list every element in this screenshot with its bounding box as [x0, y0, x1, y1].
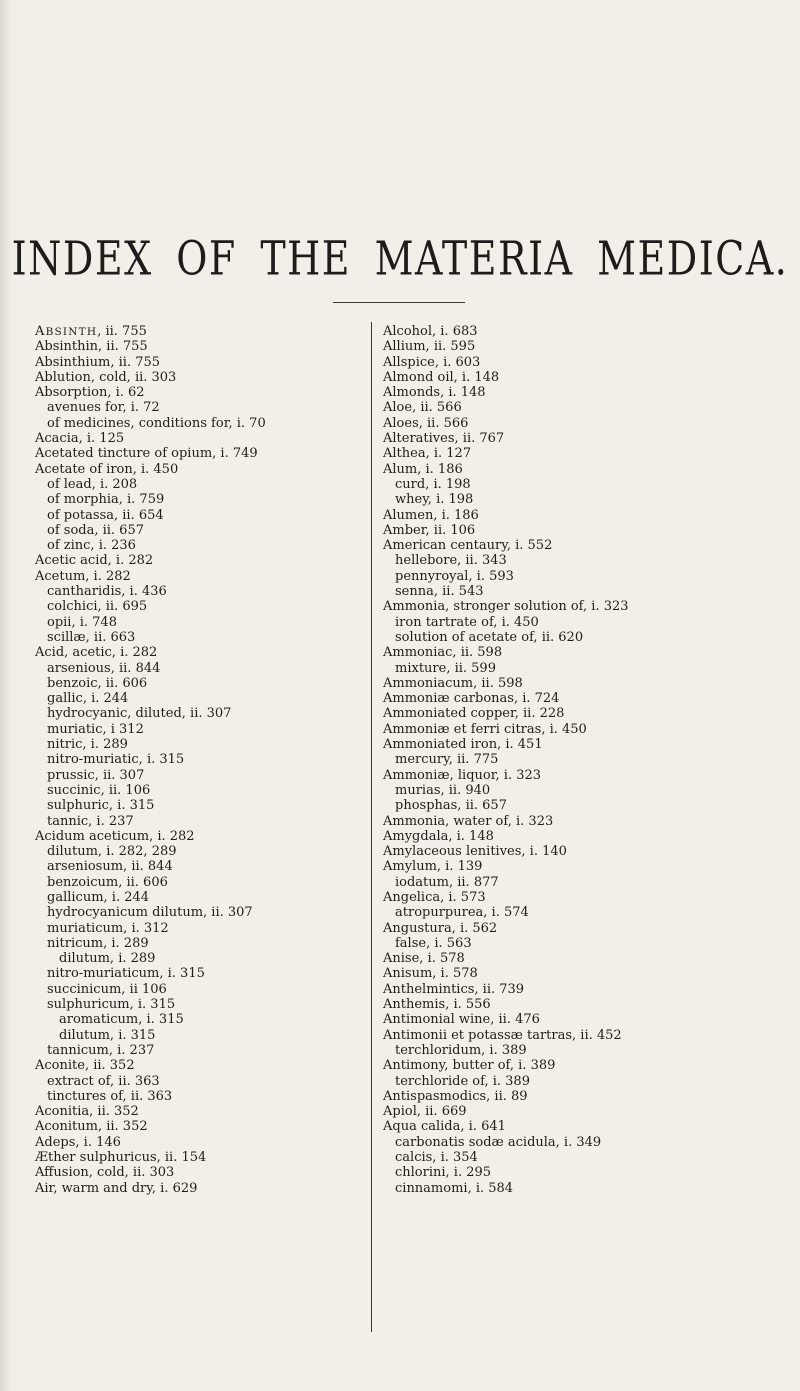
index-entry: Anisum, i. 578 — [383, 966, 478, 982]
index-entry: muriatic, i 312 — [47, 721, 144, 737]
index-entry: nitric, i. 289 — [47, 737, 128, 753]
index-entry: Absinthin, ii. 755 — [35, 339, 148, 355]
index-entry: Althea, i. 127 — [383, 446, 472, 462]
title-rule — [333, 302, 465, 303]
index-title: INDEX OF THE MATERIA MEDICA. — [11, 232, 789, 287]
index-entry: Angustura, i. 562 — [383, 920, 498, 936]
index-entry: Ammoniac, ii. 598 — [383, 645, 503, 661]
index-entry: Acacia, i. 125 — [35, 431, 125, 447]
index-entry: succinic, ii. 106 — [47, 782, 151, 798]
right-index-column — [383, 324, 778, 1196]
index-entry: hydrocyanicum dilutum, ii. 307 — [47, 905, 253, 921]
index-entry: iodatum, ii. 877 — [395, 874, 499, 890]
index-entry: dilutum, i. 289 — [59, 951, 156, 967]
index-entry: whey, i. 198 — [395, 492, 474, 508]
index-entry: Acid, acetic, i. 282 — [35, 645, 158, 661]
index-entry: tannicum, i. 237 — [47, 1042, 155, 1058]
index-entry: cinnamomi, i. 584 — [395, 1180, 514, 1196]
index-entry: Ammoniæ carbonas, i. 724 — [383, 691, 560, 707]
index-entry: hellebore, ii. 343 — [395, 553, 507, 569]
index-entry: arseniosum, ii. 844 — [47, 859, 173, 875]
index-entry: Angelica, i. 573 — [383, 889, 486, 905]
index-entry: murias, ii. 940 — [395, 782, 491, 798]
index-entry: benzoic, ii. 606 — [47, 675, 148, 691]
index-entry: phosphas, ii. 657 — [395, 798, 507, 814]
index-entry: Acetated tincture of opium, i. 749 — [35, 446, 258, 462]
index-entry: Amylum, i. 139 — [383, 859, 483, 875]
index-entry: iron tartrate of, i. 450 — [395, 614, 539, 630]
index-entry: Ammoniated iron, i. 451 — [383, 737, 543, 753]
index-entry: of zinc, i. 236 — [47, 538, 136, 554]
index-entry: Aloe, ii. 566 — [383, 400, 462, 416]
index-entry: extract of, ii. 363 — [47, 1073, 160, 1089]
index-entry: Ammoniæ et ferri citras, i. 450 — [383, 721, 587, 737]
index-entry: Acetate of iron, i. 450 — [35, 461, 179, 477]
index-entry: Amylaceous lenitives, i. 140 — [383, 844, 567, 860]
index-entry: prussic, ii. 307 — [47, 767, 145, 783]
index-entry: of morphia, i. 759 — [47, 492, 165, 508]
index-entry: Antimonial wine, ii. 476 — [383, 1012, 540, 1028]
index-entry: nitricum, i. 289 — [47, 935, 149, 951]
index-entry: solution of acetate of, ii. 620 — [395, 629, 584, 645]
index-entry: hydrocyanic, diluted, ii. 307 — [47, 706, 232, 722]
index-entry: tinctures of, ii. 363 — [47, 1088, 173, 1104]
index-entry: Adeps, i. 146 — [35, 1134, 121, 1150]
index-entry: Antispasmodics, ii. 89 — [383, 1088, 528, 1104]
index-entry: pennyroyal, i. 593 — [395, 568, 514, 584]
index-entry: Amygdala, i. 148 — [383, 828, 494, 844]
index-entry: Ammonia, water of, i. 323 — [383, 813, 554, 829]
index-entry: sulphuricum, i. 315 — [47, 997, 176, 1013]
index-entry: cantharidis, i. 436 — [47, 584, 167, 600]
index-entry: Æther sulphuricus, ii. 154 — [35, 1150, 207, 1166]
index-entry: ABSINTH, ii. 755 — [35, 324, 147, 339]
index-entry: Aloes, ii. 566 — [383, 415, 469, 431]
index-entry: Affusion, cold, ii. 303 — [35, 1165, 175, 1181]
index-entry: gallicum, i. 244 — [47, 889, 150, 905]
page-edge-shadow — [0, 0, 14, 1391]
index-entry: false, i. 563 — [395, 935, 472, 951]
index-entry: Aconitum, ii. 352 — [35, 1119, 148, 1135]
index-entry: Aconitia, ii. 352 — [35, 1104, 139, 1120]
index-entry: tannic, i. 237 — [47, 813, 134, 829]
index-entry: Air, warm and dry, i. 629 — [35, 1180, 198, 1196]
index-entry: of potassa, ii. 654 — [47, 507, 164, 523]
index-entry: Anise, i. 578 — [383, 951, 465, 967]
index-entry: Aconite, ii. 352 — [35, 1058, 135, 1074]
index-entry: Aqua calida, i. 641 — [383, 1119, 506, 1135]
index-entry: curd, i. 198 — [395, 476, 471, 492]
index-entry: Antimony, butter of, i. 389 — [383, 1058, 556, 1074]
index-entry: Ammoniacum, ii. 598 — [383, 675, 523, 691]
index-entry: terchloridum, i. 389 — [395, 1042, 527, 1058]
index-entry: sulphuric, i. 315 — [47, 798, 155, 814]
index-entry: dilutum, i. 315 — [59, 1027, 156, 1043]
index-entry: scillæ, ii. 663 — [47, 629, 136, 645]
index-entry: senna, ii. 543 — [395, 584, 484, 600]
index-entry: chlorini, i. 295 — [395, 1165, 492, 1181]
index-entry: avenues for, i. 72 — [47, 400, 160, 416]
index-entry: muriaticum, i. 312 — [47, 920, 169, 936]
index-entry: carbonatis sodæ acidula, i. 349 — [395, 1134, 602, 1150]
index-entry: Almond oil, i. 148 — [383, 369, 500, 385]
index-entry: Absinthium, ii. 755 — [35, 354, 161, 370]
index-entry: of medicines, conditions for, i. 70 — [47, 415, 266, 431]
index-entry: Apiol, ii. 669 — [383, 1104, 467, 1120]
index-entry: mixture, ii. 599 — [395, 660, 496, 676]
index-entry: of lead, i. 208 — [47, 476, 138, 492]
index-entry: benzoicum, ii. 606 — [47, 874, 168, 890]
index-entry: Alteratives, ii. 767 — [383, 431, 505, 447]
index-entry: terchloride of, i. 389 — [395, 1073, 530, 1089]
index-entry: Amber, ii. 106 — [383, 522, 476, 538]
headword-smallcaps: ABSINTH — [35, 324, 98, 339]
index-entry: Ammoniated copper, ii. 228 — [383, 706, 565, 722]
index-entry: mercury, ii. 775 — [395, 752, 499, 768]
index-entry: opii, i. 748 — [47, 614, 117, 630]
index-entry: arsenious, ii. 844 — [47, 660, 161, 676]
index-entry: calcis, i. 354 — [395, 1150, 478, 1166]
index-entry: Alum, i. 186 — [383, 461, 463, 477]
left-index-column — [35, 324, 335, 1196]
index-entry: dilutum, i. 282, 289 — [47, 844, 177, 860]
index-entry: Ablution, cold, ii. 303 — [35, 369, 177, 385]
index-entry: nitro-muriaticum, i. 315 — [47, 966, 205, 982]
index-entry: aromaticum, i. 315 — [59, 1012, 184, 1028]
column-divider — [371, 322, 372, 1332]
index-entry: atropurpurea, i. 574 — [395, 905, 529, 921]
index-entry: nitro-muriatic, i. 315 — [47, 752, 185, 768]
index-entry: Absorption, i. 62 — [35, 385, 145, 401]
index-entry: Antimonii et potassæ tartras, ii. 452 — [383, 1027, 622, 1043]
index-entry: Alumen, i. 186 — [383, 507, 479, 523]
index-entry: Acidum aceticum, i. 282 — [35, 828, 195, 844]
index-entry: Acetum, i. 282 — [35, 568, 131, 584]
index-entry: Allspice, i. 603 — [383, 354, 481, 370]
index-entry: Allium, ii. 595 — [383, 339, 476, 355]
index-entry: Almonds, i. 148 — [383, 385, 486, 401]
index-entry: gallic, i. 244 — [47, 691, 129, 707]
index-entry: American centaury, i. 552 — [383, 538, 553, 554]
index-entry: succinicum, ii 106 — [47, 981, 167, 997]
index-entry: Acetic acid, i. 282 — [35, 553, 154, 569]
index-entry: Ammoniæ, liquor, i. 323 — [383, 767, 542, 783]
index-entry: Anthemis, i. 556 — [383, 997, 491, 1013]
index-entry: Alcohol, i. 683 — [383, 324, 478, 339]
index-entry: Ammonia, stronger solution of, i. 323 — [383, 599, 629, 615]
index-entry: Anthelmintics, ii. 739 — [383, 981, 525, 997]
index-entry: colchici, ii. 695 — [47, 599, 148, 615]
index-entry: of soda, ii. 657 — [47, 522, 144, 538]
